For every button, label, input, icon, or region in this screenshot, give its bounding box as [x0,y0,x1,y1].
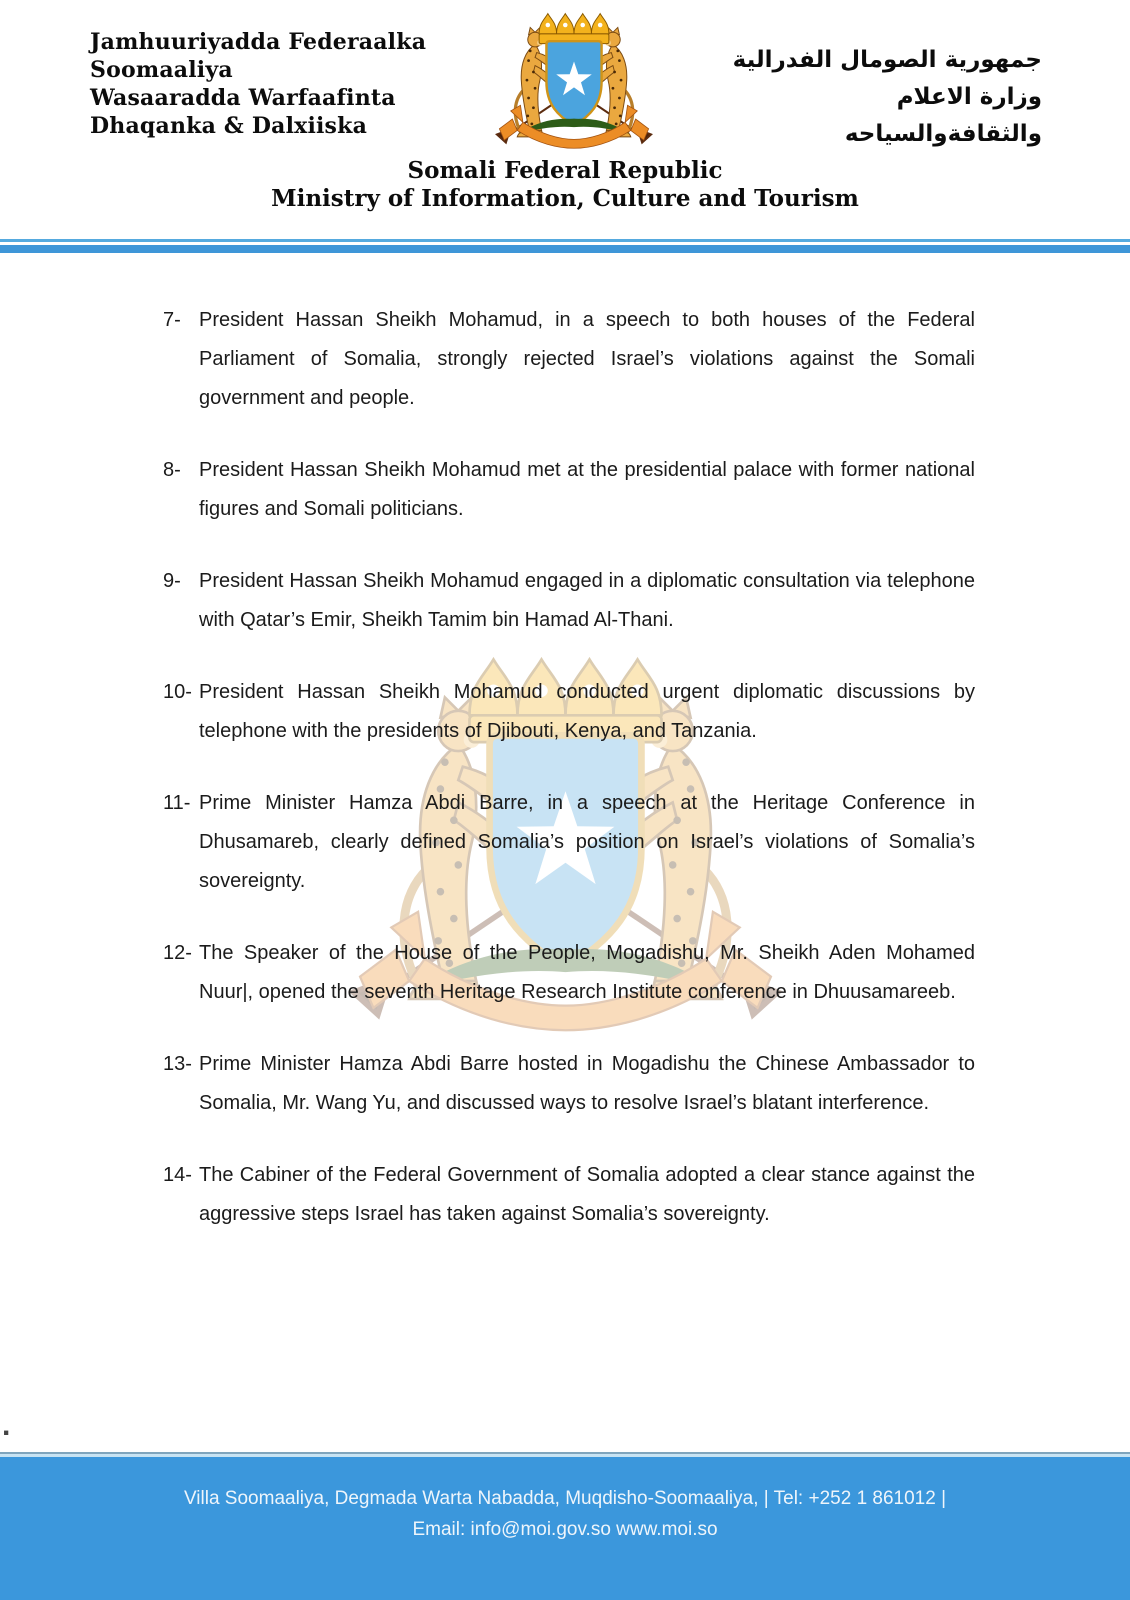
list-item [163,934,975,1012]
stray-dot-mark: . [2,1409,11,1442]
list-item-number: 9- [163,570,181,592]
list-item-text: President Hassan Sheikh Mohamud met at the presidential palace with former national figures and Somali politicians. [199,459,975,520]
org-line: Jamhuuriyadda Federaalka [90,29,427,55]
list-item-text: President Hassan Sheikh Mohamud conducted urgent diplomatic discussions by telephone with the presidents of Djibouti, Kenya, and Tanzania. [199,681,975,742]
org-line: Soomaaliya [90,57,233,83]
list-item-number: 12- [163,942,192,964]
list-item-text: Prime Minister Hamza Abdi Barre hosted in Mogadishu the Chinese Ambassador to Somalia, Mr. Wang Yu, and discussed ways to resolve Israel’s blatant interference. [199,1053,975,1114]
list-item [163,673,975,751]
ministry-name-arabic [733,42,1042,153]
list-item-number: 14- [163,1164,192,1186]
footer-band [0,1452,1130,1600]
footer-contact [0,1483,1130,1545]
list-item [163,301,975,418]
list-item-number: 7- [163,309,181,331]
list-item [163,1156,975,1234]
ministry-name-english [0,157,1130,213]
org-line-arabic: والثقافةوالسياحه [844,121,1042,147]
list-item-text: Prime Minister Hamza Abdi Barre, in a speech at the Heritage Conference in Dhusamareb, clearly defined Somalia’s position on Israel’s violations of Somalia’s sovereignty. [199,792,975,892]
list-item-text: The Speaker of the House of the People, Mogadishu, Mr. Sheikh Aden Mohamed Nuur|, opened the seventh Heritage Research Institute conference in Dhuusamareeb. [199,942,975,1003]
list-item-number: 13- [163,1053,192,1075]
footer-email-line: Email: info@moi.gov.so www.moi.so [412,1519,718,1540]
bulletin-list [163,301,975,1267]
org-line-arabic: جمهورية الصومال الفدرالية [732,47,1042,73]
republic-title: Somali Federal Republic [407,157,723,184]
list-item-number: 10- [163,681,192,703]
org-line-arabic: وزارة الاعلام [896,84,1042,110]
list-item-text: President Hassan Sheikh Mohamud, in a speech to both houses of the Federal Parliament of Somalia, strongly rejected Israel’s violations against the Somali government and people. [199,309,975,409]
list-item [163,451,975,529]
list-item-text: The Cabiner of the Federal Government of Somalia adopted a clear stance against the aggressive steps Israel has taken against Somalia’s sovereignty. [199,1164,975,1225]
list-item [163,1045,975,1123]
list-item-number: 8- [163,459,181,481]
list-item-text: President Hassan Sheikh Mohamud engaged in a diplomatic consultation via telephone with Qatar’s Emir, Sheikh Tamim bin Hamad Al-Thani. [199,570,975,631]
org-line: Dhaqanka & Dalxiiska [90,113,368,139]
org-line: Wasaaradda Warfaafinta [90,85,396,111]
ministry-name-somali [90,28,426,140]
footer-address-line: Villa Soomaaliya, Degmada Warta Nabadda, Muqdisho-Soomaaliya, | Tel: +252 1 861012 | [183,1488,947,1509]
list-item [163,784,975,901]
somalia-coat-of-arms-icon [492,12,656,158]
list-item [163,562,975,640]
ministry-title: Ministry of Information, Culture and Tourism [271,185,859,212]
list-item-number: 11- [163,792,191,814]
header-divider-rule [0,239,1130,254]
